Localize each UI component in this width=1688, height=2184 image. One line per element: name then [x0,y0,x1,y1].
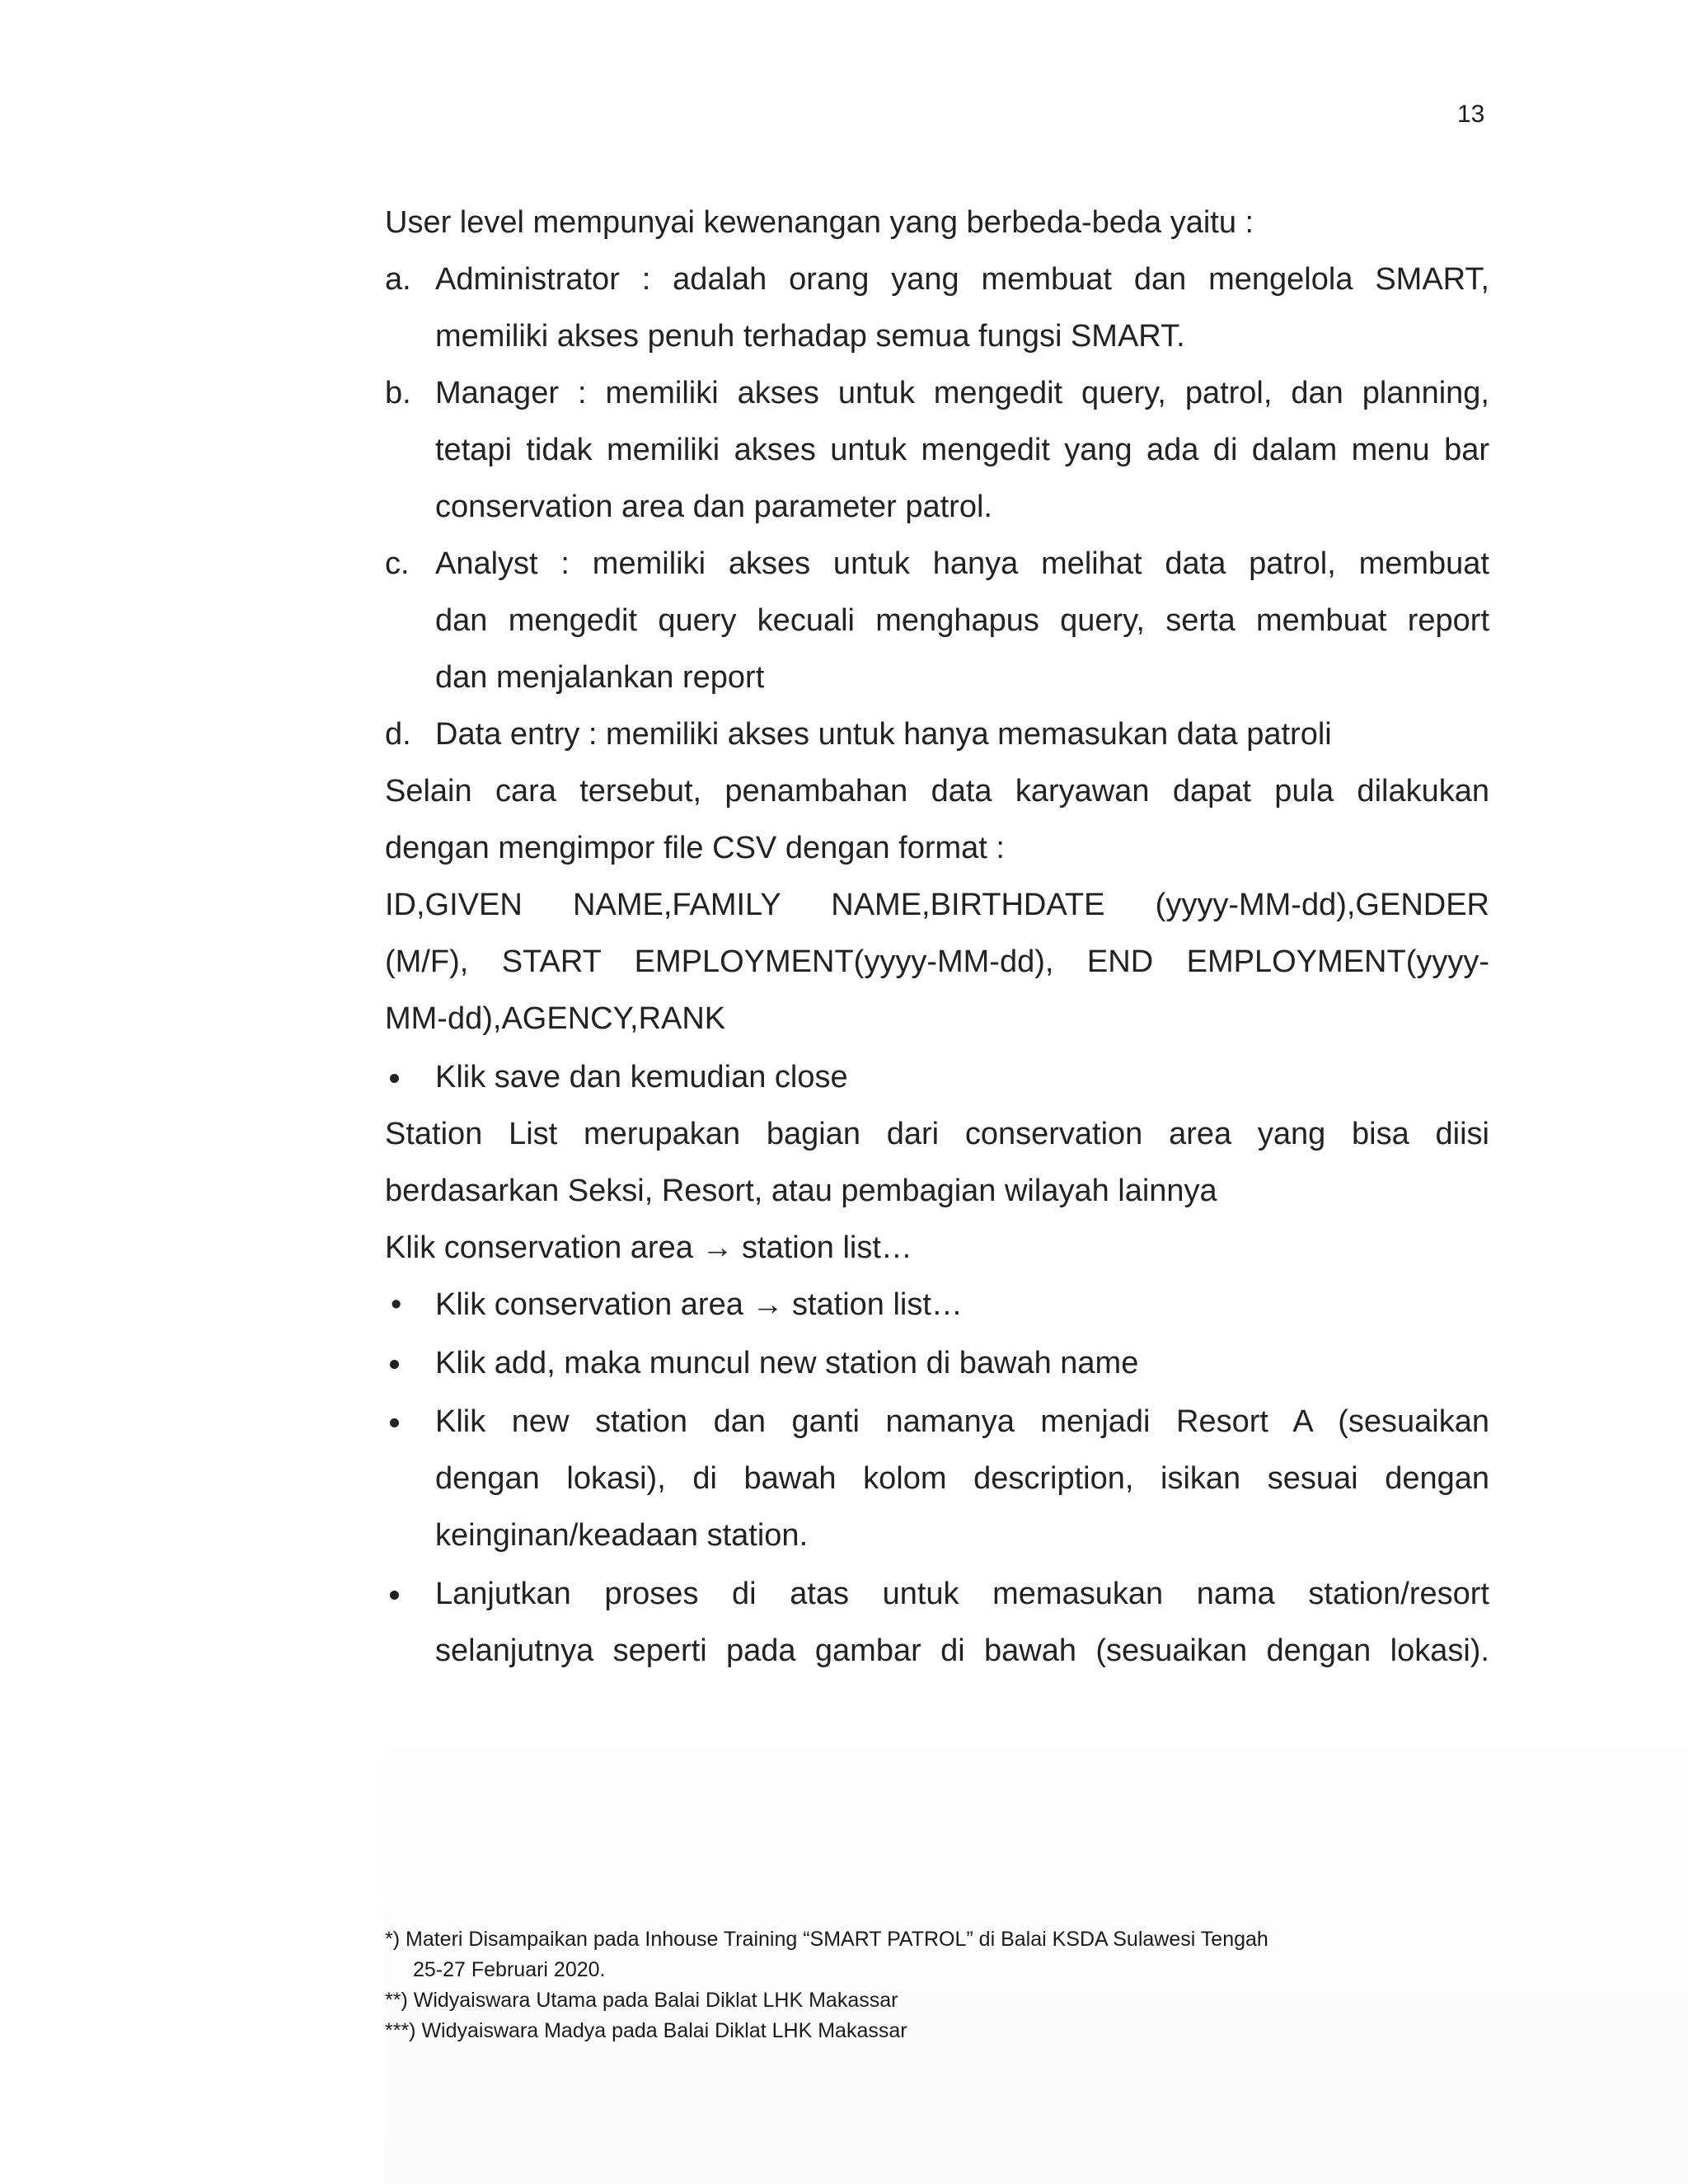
list-item-line: dan menjalankan report [435,660,765,695]
step-line: Klik conservation area → station list… [385,1230,912,1265]
list-marker: a. [385,262,411,297]
csv-format-line: MM-dd),AGENCY,RANK [385,1001,726,1036]
footnote: ***) Widyaiswara Madya pada Balai Diklat LHK Makassar [385,2019,907,2042]
document-body [385,194,1489,1680]
list-marker: d. [385,717,411,752]
bullet-text-line: dengan lokasi), di bawah kolom description, isikan sesuai dengan [435,1461,1489,1496]
user-level-data-entry [385,706,1489,763]
csv-paragraph-line: dengan mengimpor file CSV dengan format : [385,831,1005,865]
bullet-rename-station [385,1394,1489,1564]
footnote: *) Materi Disampaikan pada Inhouse Training “SMART PATROL” di Balai KSDA Sulawesi Tengah [385,1928,1268,1951]
page-number: 13 [1457,101,1485,128]
csv-paragraph-line: Selain cara tersebut, penambahan data karyawan dapat pula dilakukan [385,774,1489,808]
station-paragraph-line: Station List merupakan bagian dari conservation area yang bisa diisi [385,1117,1489,1151]
footnote: 25-27 Februari 2020. [413,1958,606,1981]
bullet-save-close [385,1049,1489,1106]
bullet-dot-icon [390,1074,399,1083]
list-item-line: Analyst : memiliki akses untuk hanya melihat data patrol, membuat [435,546,1489,581]
footnote: **) Widyaiswara Utama pada Balai Diklat LHK Makassar [385,1989,898,2012]
user-level-administrator [385,251,1489,365]
bullet-text-line: selanjutnya seperti pada gambar di bawah (sesuaikan dengan lokasi). [435,1633,1489,1668]
bullet-dot-icon [390,1360,399,1369]
intro-line: User level mempunyai kewenangan yang berbeda-beda yaitu : [385,205,1254,240]
list-marker: b. [385,376,411,410]
csv-format-line: ID,GIVEN NAME,FAMILY NAME,BIRTHDATE (yyyy-MM-dd),GENDER [385,888,1489,922]
bullet-dot-icon [390,1591,399,1600]
list-item-line: dan mengedit query kecuali menghapus query, serta membuat report [435,603,1489,638]
bullet-dot-icon [390,1418,399,1427]
footnotes [385,1924,1539,2046]
bullet-text: Klik conservation area → station list… [435,1287,963,1322]
bullet-text: Klik add, maka muncul new station di bawah name [435,1346,1139,1380]
list-item-line: tetapi tidak memiliki akses untuk mengedit yang ada di dalam menu bar [435,433,1489,467]
list-marker: c. [385,546,410,581]
list-item-line: Manager : memiliki akses untuk mengedit query, patrol, dan planning, [435,376,1489,410]
bullet-station-list [385,1277,1489,1333]
user-level-analyst [385,536,1489,706]
list-item-line: Administrator : adalah orang yang membuat dan mengelola SMART, [435,262,1489,297]
bullet-icon: • [391,1287,402,1322]
bullet-continue-process [385,1566,1489,1680]
bullet-text-line: Klik new station dan ganti namanya menjadi Resort A (sesuaikan [435,1404,1489,1439]
bullet-add-station [385,1335,1489,1392]
list-item-line: Data entry : memiliki akses untuk hanya memasukan data patroli [435,717,1332,752]
user-level-manager [385,365,1489,536]
station-paragraph-line: berdasarkan Seksi, Resort, atau pembagian wilayah lainnya [385,1174,1217,1208]
csv-format-line: (M/F), START EMPLOYMENT(yyyy-MM-dd), END EMPLOYMENT(yyyy- [385,944,1489,979]
bullet-text-line: keinginan/keadaan station. [435,1518,809,1553]
bullet-text-line: Lanjutkan proses di atas untuk memasukan nama station/resort [435,1577,1489,1611]
list-item-line: memiliki akses penuh terhadap semua fungsi SMART. [435,319,1185,354]
list-item-line: conservation area dan parameter patrol. [435,490,992,524]
bullet-text: Klik save dan kemudian close [435,1060,848,1094]
